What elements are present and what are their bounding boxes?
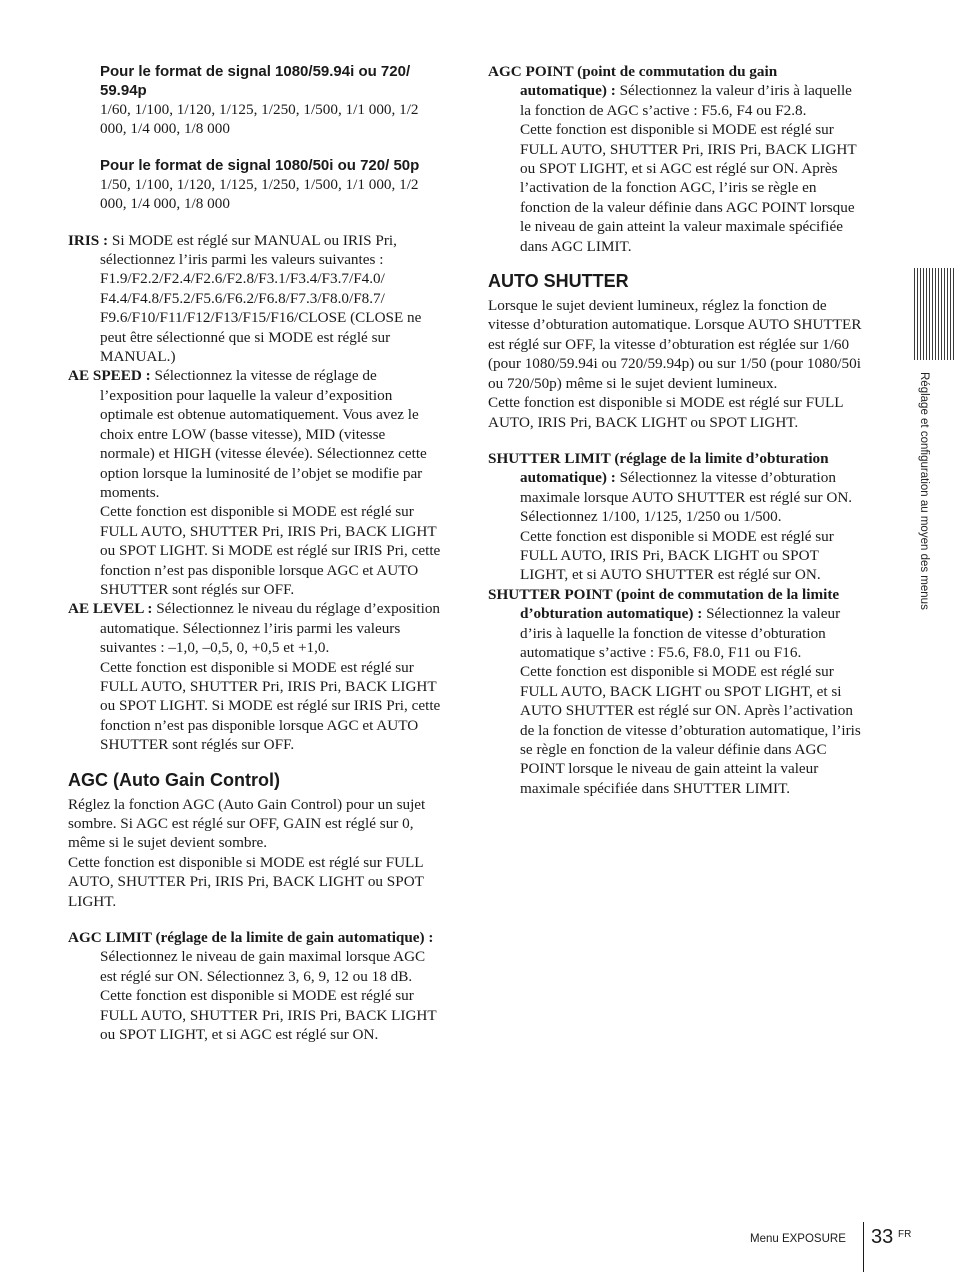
auto-shutter-availability: Cette fonction est disponible si MODE est réglé sur FULL AUTO, IRIS Pri, BACK LIGHT ou SPOT LIGHT. <box>488 394 844 431</box>
agc-limit-entry <box>68 928 442 986</box>
side-tab-text: Réglage et configuration au moyen des menus <box>918 372 930 610</box>
agc-point-term: AGC POINT (point de commutation du gain automatique) : <box>488 63 778 100</box>
footer-section: Menu EXPOSURE <box>750 1233 846 1245</box>
section-thumb-tab <box>914 268 954 360</box>
format-values-50: 1/50, 1/100, 1/120, 1/125, 1/250, 1/500, 1/1 000, 1/2 000, 1/4 000, 1/8 000 <box>100 175 419 213</box>
shutter-point-text: Sélectionnez la valeur d’iris à laquelle la fonction de vitesse d’obturation automatique s’active : F5.6, F8.0, F11 ou F16. <box>520 605 841 661</box>
format-values-59: 1/60, 1/100, 1/120, 1/125, 1/250, 1/500, 1/1 000, 1/2 000, 1/4 000, 1/8 000 <box>100 101 419 138</box>
page-language: FR <box>898 1229 912 1240</box>
agc-limit-term: AGC LIMIT (réglage de la limite de gain automatique) : <box>68 929 434 947</box>
iris-term: IRIS : <box>68 231 109 249</box>
side-tab-label <box>918 372 932 622</box>
shutter-point-term: SHUTTER POINT (point de commutation de la limite d’obturation automatique) : <box>488 585 840 623</box>
agc-point-note: Cette fonction est disponible si MODE est réglé sur FULL AUTO, SHUTTER Pri, IRIS Pri, BACK LIGHT ou SPOT LIGHT, et si AGC est réglé sur ON. Après l’activation de la fonction AGC, l’iris se règle en fonction de la valeur définie dans AGC POINT lorsque le niveau de gain atteint la valeur maximale spécifiée dans AGC LIMIT. <box>520 121 857 255</box>
agc-availability: Cette fonction est disponible si MODE est réglé sur FULL AUTO, SHUTTER Pri, IRIS Pri, BACK LIGHT ou SPOT LIGHT. <box>68 853 424 910</box>
agc-heading: AGC (Auto Gain Control) <box>68 769 280 790</box>
ae-level-term: AE LEVEL : <box>68 600 153 618</box>
right-column <box>488 62 862 798</box>
iris-text: Si MODE est réglé sur MANUAL ou IRIS Pri, sélectionnez l’iris parmi les valeurs suivantes : F1.9/F2.2/F2.4/F2.6/F2.8/F3.1/F3.4/F3.7/F4.0/ F4.4/F4.8/F5.2/F5.6/F6.2/F6.8/F7.3/F8.0/F8.7/ F9.6/F10/F11/F12/F13/F15/F16/CLOSE (CLOSE ne peut être sélectionné que si MODE est réglé sur MANUAL.) <box>100 231 422 366</box>
auto-shutter-intro: Lorsque le sujet devient lumineux, réglez la fonction de vitesse d’obturation automatique. Lorsque AUTO SHUTTER est réglé sur OFF, la vitesse d’obturation est réglée sur 1/60 (pour 1080/59.94i ou 720/59.94p) ou sur 1/50 (pour 1080/50i ou 720/50p) même si le sujet devient lumineux. <box>488 297 862 392</box>
shutter-limit-entry <box>488 449 862 527</box>
page-number: 33 <box>871 1226 894 1248</box>
footer-divider <box>863 1222 864 1272</box>
ae-speed-text: Sélectionnez la vitesse de réglage de l’exposition pour laquelle la valeur d’exposition optimale est obtenue automatiquement. Vous avez le choix entre LOW (basse vitesse), MID (vitesse normale) et HIGH (vitesse élevée). Sélectionnez cette option lorsque la luminosité de l’objet se modifie par moments. <box>100 367 427 501</box>
shutter-limit-term: SHUTTER LIMIT (réglage de la limite d’obturation automatique) : <box>488 449 829 487</box>
left-column <box>68 62 442 1044</box>
ae-level-note: Cette fonction est disponible si MODE est réglé sur FULL AUTO, SHUTTER Pri, IRIS Pri, BACK LIGHT ou SPOT LIGHT. Si MODE est réglé sur IRIS Pri, cette fonction n’est pas disponible lorsque AGC et AUTO SHUTTER sont réglés sur OFF. <box>100 658 441 754</box>
agc-intro: Réglez la fonction AGC (Auto Gain Control) pour un sujet sombre. Si AGC est réglé sur OFF, GAIN est réglé sur 0, même si le sujet devient sombre. <box>68 795 426 852</box>
shutter-limit-text: Sélectionnez la vitesse d’obturation maximale lorsque AUTO SHUTTER est réglé sur ON. Sélectionnez 1/100, 1/125, 1/250 ou 1/500. <box>520 469 853 526</box>
shutter-point-entry <box>488 585 862 663</box>
ae-level-entry <box>68 599 442 657</box>
agc-limit-note: Cette fonction est disponible si MODE est réglé sur FULL AUTO, SHUTTER Pri, IRIS Pri, BACK LIGHT ou SPOT LIGHT, et si AGC est réglé sur ON. <box>100 987 437 1044</box>
format-heading-50: Pour le format de signal 1080/50i ou 720/ 50p <box>100 156 420 174</box>
iris-entry <box>68 231 442 367</box>
shutter-point-note: Cette fonction est disponible si MODE est réglé sur FULL AUTO, BACK LIGHT ou SPOT LIGHT, et si AUTO SHUTTER est réglé sur ON. Après l’activation de la fonction de vitesse d’obturation automatique, l’iris se règle en fonction de la valeur définie dans AGC POINT lorsque le niveau de gain atteint la valeur maximale spécifiée dans SHUTTER LIMIT. <box>520 663 861 797</box>
ae-speed-note: Cette fonction est disponible si MODE est réglé sur FULL AUTO, SHUTTER Pri, IRIS Pri, BACK LIGHT ou SPOT LIGHT. Si MODE est réglé sur IRIS Pri, cette fonction n’est pas disponible lorsque AGC et AUTO SHUTTER sont réglés sur OFF. <box>100 503 441 598</box>
shutter-limit-note: Cette fonction est disponible si MODE est réglé sur FULL AUTO, IRIS Pri, BACK LIGHT ou SPOT LIGHT, et si AUTO SHUTTER est réglé sur ON. <box>520 527 834 584</box>
agc-limit-text: Sélectionnez le niveau de gain maximal lorsque AGC est réglé sur ON. Sélectionnez 3, 6, 9, 12 ou 18 dB. <box>100 948 426 985</box>
agc-point-text: Sélectionnez la valeur d’iris à laquelle la fonction de AGC s’active : F5.6, F4 ou F2.8. <box>520 82 852 119</box>
agc-point-entry <box>488 62 862 120</box>
auto-shutter-heading: AUTO SHUTTER <box>488 271 629 292</box>
ae-level-text: Sélectionnez le niveau du réglage d’exposition automatique. Sélectionnez l’iris parmi les valeurs suivantes : –1,0, –0,5, 0, +0,5 et +1,0. <box>100 600 441 657</box>
ae-speed-term: AE SPEED : <box>68 367 151 385</box>
format-heading-59: Pour le format de signal 1080/59.94i ou 720/ 59.94p <box>100 63 411 99</box>
ae-speed-entry <box>68 366 442 502</box>
